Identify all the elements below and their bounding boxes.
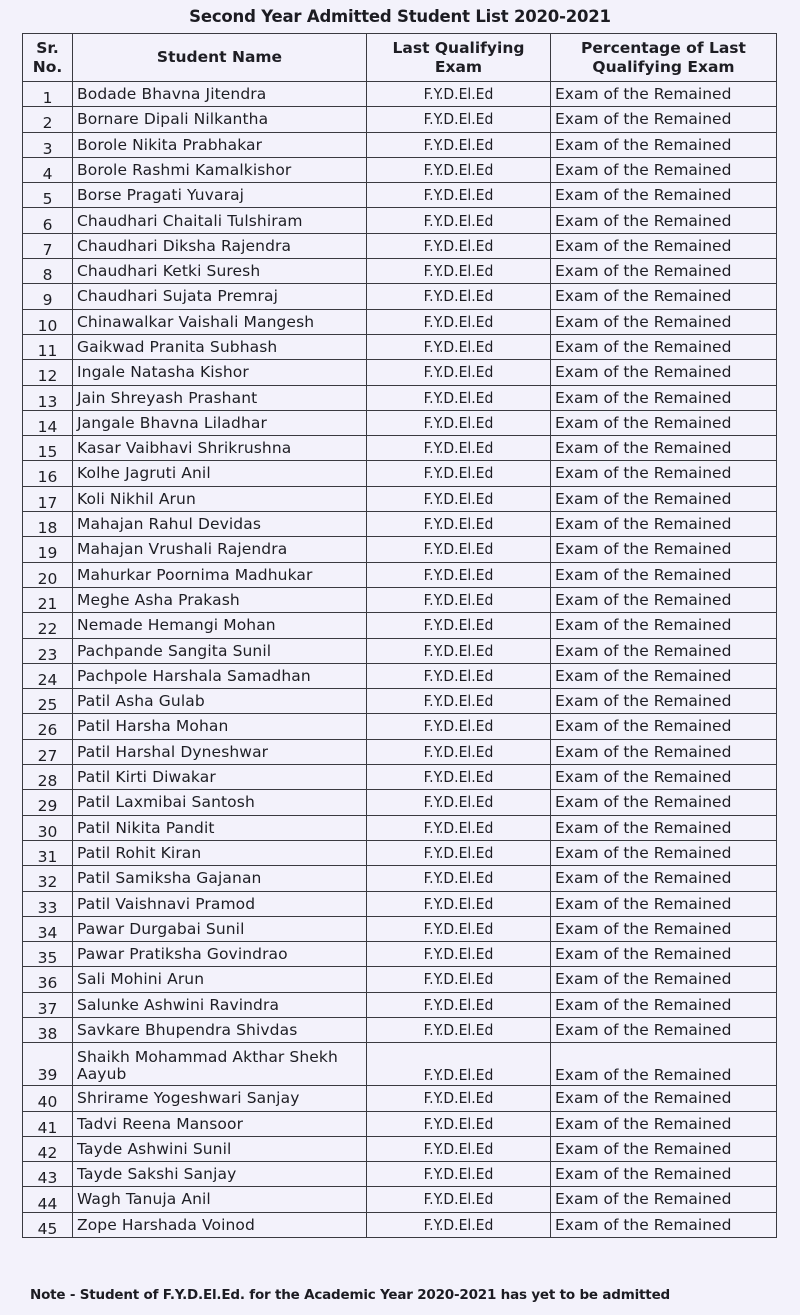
cell-sr-no: 22	[23, 613, 73, 638]
cell-student-name: Mahurkar Poornima Madhukar	[73, 562, 367, 587]
cell-student-name: Chaudhari Ketki Suresh	[73, 259, 367, 284]
cell-percentage: Exam of the Remained	[551, 840, 777, 865]
cell-sr-no: 11	[23, 334, 73, 359]
cell-percentage: Exam of the Remained	[551, 992, 777, 1017]
cell-sr-no: 13	[23, 385, 73, 410]
cell-last-qualifying-exam: F.Y.D.El.Ed	[367, 284, 551, 309]
cell-last-qualifying-exam: F.Y.D.El.Ed	[367, 461, 551, 486]
cell-sr-no: 31	[23, 840, 73, 865]
cell-student-name: Chaudhari Chaitali Tulshiram	[73, 208, 367, 233]
cell-student-name: Tayde Ashwini Sunil	[73, 1136, 367, 1161]
cell-percentage: Exam of the Remained	[551, 82, 777, 107]
cell-last-qualifying-exam: F.Y.D.El.Ed	[367, 385, 551, 410]
table-row	[23, 714, 777, 739]
cell-student-name: Nemade Hemangi Mohan	[73, 613, 367, 638]
cell-student-name: Wagh Tanuja Anil	[73, 1187, 367, 1212]
cell-last-qualifying-exam: F.Y.D.El.Ed	[367, 82, 551, 107]
cell-last-qualifying-exam: F.Y.D.El.Ed	[367, 790, 551, 815]
cell-percentage: Exam of the Remained	[551, 815, 777, 840]
cell-last-qualifying-exam: F.Y.D.El.Ed	[367, 107, 551, 132]
cell-student-name: Chaudhari Diksha Rajendra	[73, 233, 367, 258]
cell-sr-no: 18	[23, 512, 73, 537]
cell-sr-no: 36	[23, 967, 73, 992]
cell-student-name: Pawar Pratiksha Govindrao	[73, 942, 367, 967]
cell-student-name: Bornare Dipali Nilkantha	[73, 107, 367, 132]
cell-percentage: Exam of the Remained	[551, 765, 777, 790]
cell-student-name: Mahajan Rahul Devidas	[73, 512, 367, 537]
cell-sr-no: 44	[23, 1187, 73, 1212]
cell-last-qualifying-exam: F.Y.D.El.Ed	[367, 1136, 551, 1161]
cell-sr-no: 39	[23, 1043, 73, 1086]
header-last-qualifying-exam: Last Qualifying Exam	[367, 34, 551, 82]
table-row	[23, 259, 777, 284]
cell-last-qualifying-exam: F.Y.D.El.Ed	[367, 714, 551, 739]
table-row	[23, 1086, 777, 1111]
cell-percentage: Exam of the Remained	[551, 512, 777, 537]
cell-student-name: Sali Mohini Arun	[73, 967, 367, 992]
table-row	[23, 663, 777, 688]
cell-sr-no: 12	[23, 360, 73, 385]
cell-student-name: Patil Samiksha Gajanan	[73, 866, 367, 891]
cell-sr-no: 42	[23, 1136, 73, 1161]
cell-student-name: Savkare Bhupendra Shivdas	[73, 1017, 367, 1042]
cell-percentage: Exam of the Remained	[551, 1043, 777, 1086]
cell-sr-no: 10	[23, 309, 73, 334]
table-header-row	[23, 34, 777, 82]
cell-percentage: Exam of the Remained	[551, 157, 777, 182]
cell-last-qualifying-exam: F.Y.D.El.Ed	[367, 1212, 551, 1237]
cell-sr-no: 27	[23, 739, 73, 764]
cell-last-qualifying-exam: F.Y.D.El.Ed	[367, 1017, 551, 1042]
cell-last-qualifying-exam: F.Y.D.El.Ed	[367, 157, 551, 182]
table-row	[23, 891, 777, 916]
cell-percentage: Exam of the Remained	[551, 233, 777, 258]
cell-last-qualifying-exam: F.Y.D.El.Ed	[367, 739, 551, 764]
cell-last-qualifying-exam: F.Y.D.El.Ed	[367, 334, 551, 359]
cell-last-qualifying-exam: F.Y.D.El.Ed	[367, 967, 551, 992]
cell-percentage: Exam of the Remained	[551, 562, 777, 587]
cell-sr-no: 35	[23, 942, 73, 967]
cell-student-name: Patil Vaishnavi Pramod	[73, 891, 367, 916]
cell-percentage: Exam of the Remained	[551, 790, 777, 815]
cell-student-name: Borole Rashmi Kamalkishor	[73, 157, 367, 182]
cell-student-name: Tayde Sakshi Sanjay	[73, 1162, 367, 1187]
cell-sr-no: 19	[23, 537, 73, 562]
cell-sr-no: 30	[23, 815, 73, 840]
cell-last-qualifying-exam: F.Y.D.El.Ed	[367, 537, 551, 562]
cell-sr-no: 14	[23, 410, 73, 435]
cell-last-qualifying-exam: F.Y.D.El.Ed	[367, 891, 551, 916]
cell-last-qualifying-exam: F.Y.D.El.Ed	[367, 840, 551, 865]
cell-percentage: Exam of the Remained	[551, 638, 777, 663]
cell-last-qualifying-exam: F.Y.D.El.Ed	[367, 208, 551, 233]
cell-student-name: Jangale Bhavna Liladhar	[73, 410, 367, 435]
cell-sr-no: 1	[23, 82, 73, 107]
cell-sr-no: 9	[23, 284, 73, 309]
cell-student-name: Patil Asha Gulab	[73, 689, 367, 714]
cell-student-name: Borole Nikita Prabhakar	[73, 132, 367, 157]
table-row	[23, 410, 777, 435]
table-row	[23, 1136, 777, 1161]
cell-percentage: Exam of the Remained	[551, 689, 777, 714]
cell-student-name: Patil Nikita Pandit	[73, 815, 367, 840]
cell-sr-no: 7	[23, 233, 73, 258]
cell-percentage: Exam of the Remained	[551, 1162, 777, 1187]
cell-last-qualifying-exam: F.Y.D.El.Ed	[367, 486, 551, 511]
cell-last-qualifying-exam: F.Y.D.El.Ed	[367, 1187, 551, 1212]
cell-percentage: Exam of the Remained	[551, 739, 777, 764]
cell-student-name: Pachpande Sangita Sunil	[73, 638, 367, 663]
cell-sr-no: 24	[23, 663, 73, 688]
cell-percentage: Exam of the Remained	[551, 183, 777, 208]
cell-last-qualifying-exam: F.Y.D.El.Ed	[367, 942, 551, 967]
cell-sr-no: 45	[23, 1212, 73, 1237]
table-row	[23, 689, 777, 714]
cell-percentage: Exam of the Remained	[551, 309, 777, 334]
cell-sr-no: 8	[23, 259, 73, 284]
cell-sr-no: 5	[23, 183, 73, 208]
table-row	[23, 107, 777, 132]
cell-last-qualifying-exam: F.Y.D.El.Ed	[367, 815, 551, 840]
cell-last-qualifying-exam: F.Y.D.El.Ed	[367, 587, 551, 612]
cell-student-name: Salunke Ashwini Ravindra	[73, 992, 367, 1017]
table-row	[23, 790, 777, 815]
cell-percentage: Exam of the Remained	[551, 663, 777, 688]
cell-percentage: Exam of the Remained	[551, 436, 777, 461]
header-sr-no: Sr. No.	[23, 34, 73, 82]
cell-sr-no: 33	[23, 891, 73, 916]
cell-last-qualifying-exam: F.Y.D.El.Ed	[367, 183, 551, 208]
cell-sr-no: 4	[23, 157, 73, 182]
cell-percentage: Exam of the Remained	[551, 486, 777, 511]
cell-student-name: Pachpole Harshala Samadhan	[73, 663, 367, 688]
cell-last-qualifying-exam: F.Y.D.El.Ed	[367, 992, 551, 1017]
cell-sr-no: 40	[23, 1086, 73, 1111]
cell-sr-no: 29	[23, 790, 73, 815]
cell-student-name: Zope Harshada Voinod	[73, 1212, 367, 1237]
cell-sr-no: 25	[23, 689, 73, 714]
cell-student-name: Koli Nikhil Arun	[73, 486, 367, 511]
cell-percentage: Exam of the Remained	[551, 613, 777, 638]
table-row	[23, 132, 777, 157]
table-row	[23, 613, 777, 638]
cell-last-qualifying-exam: F.Y.D.El.Ed	[367, 613, 551, 638]
cell-last-qualifying-exam: F.Y.D.El.Ed	[367, 512, 551, 537]
cell-student-name: Patil Rohit Kiran	[73, 840, 367, 865]
cell-percentage: Exam of the Remained	[551, 916, 777, 941]
cell-percentage: Exam of the Remained	[551, 587, 777, 612]
footnote: Note - Student of F.Y.D.El.Ed. for the Academic Year 2020-2021 has yet to be admitted	[30, 1287, 670, 1303]
table-row	[23, 512, 777, 537]
cell-percentage: Exam of the Remained	[551, 132, 777, 157]
cell-student-name: Ingale Natasha Kishor	[73, 360, 367, 385]
cell-percentage: Exam of the Remained	[551, 360, 777, 385]
cell-student-name: Gaikwad Pranita Subhash	[73, 334, 367, 359]
cell-sr-no: 20	[23, 562, 73, 587]
cell-sr-no: 21	[23, 587, 73, 612]
header-percentage: Percentage of Last Qualifying Exam	[551, 34, 777, 82]
table-row	[23, 385, 777, 410]
cell-student-name: Bodade Bhavna Jitendra	[73, 82, 367, 107]
cell-percentage: Exam of the Remained	[551, 1212, 777, 1237]
cell-sr-no: 37	[23, 992, 73, 1017]
table-row	[23, 1187, 777, 1212]
cell-last-qualifying-exam: F.Y.D.El.Ed	[367, 233, 551, 258]
table-row	[23, 334, 777, 359]
table-row	[23, 739, 777, 764]
table-row	[23, 436, 777, 461]
cell-percentage: Exam of the Remained	[551, 334, 777, 359]
cell-last-qualifying-exam: F.Y.D.El.Ed	[367, 259, 551, 284]
cell-last-qualifying-exam: F.Y.D.El.Ed	[367, 1086, 551, 1111]
table-row	[23, 967, 777, 992]
cell-last-qualifying-exam: F.Y.D.El.Ed	[367, 866, 551, 891]
table-row	[23, 942, 777, 967]
cell-last-qualifying-exam: F.Y.D.El.Ed	[367, 132, 551, 157]
cell-student-name: Kasar Vaibhavi Shrikrushna	[73, 436, 367, 461]
cell-percentage: Exam of the Remained	[551, 259, 777, 284]
cell-student-name: Meghe Asha Prakash	[73, 587, 367, 612]
cell-student-name: Patil Laxmibai Santosh	[73, 790, 367, 815]
cell-last-qualifying-exam: F.Y.D.El.Ed	[367, 1043, 551, 1086]
table-body	[23, 82, 777, 1238]
table-row	[23, 815, 777, 840]
table-row	[23, 638, 777, 663]
cell-last-qualifying-exam: F.Y.D.El.Ed	[367, 562, 551, 587]
cell-student-name: Chaudhari Sujata Premraj	[73, 284, 367, 309]
cell-sr-no: 43	[23, 1162, 73, 1187]
table-row	[23, 537, 777, 562]
cell-sr-no: 6	[23, 208, 73, 233]
cell-student-name: Chinawalkar Vaishali Mangesh	[73, 309, 367, 334]
cell-sr-no: 3	[23, 132, 73, 157]
cell-student-name: Shrirame Yogeshwari Sanjay	[73, 1086, 367, 1111]
table-row	[23, 840, 777, 865]
cell-sr-no: 38	[23, 1017, 73, 1042]
cell-percentage: Exam of the Remained	[551, 942, 777, 967]
page-title: Second Year Admitted Student List 2020-2021	[189, 7, 611, 26]
table-row	[23, 233, 777, 258]
table-row	[23, 309, 777, 334]
cell-percentage: Exam of the Remained	[551, 1017, 777, 1042]
header-student-name: Student Name	[73, 34, 367, 82]
table-row	[23, 562, 777, 587]
cell-sr-no: 26	[23, 714, 73, 739]
table-row	[23, 1212, 777, 1237]
cell-last-qualifying-exam: F.Y.D.El.Ed	[367, 638, 551, 663]
cell-percentage: Exam of the Remained	[551, 714, 777, 739]
cell-sr-no: 41	[23, 1111, 73, 1136]
cell-sr-no: 17	[23, 486, 73, 511]
table-row	[23, 1017, 777, 1042]
cell-sr-no: 16	[23, 461, 73, 486]
cell-percentage: Exam of the Remained	[551, 537, 777, 562]
student-list-table	[22, 33, 777, 1238]
cell-student-name: Tadvi Reena Mansoor	[73, 1111, 367, 1136]
table-row	[23, 765, 777, 790]
cell-last-qualifying-exam: F.Y.D.El.Ed	[367, 1162, 551, 1187]
table-row	[23, 992, 777, 1017]
cell-student-name: Patil Kirti Diwakar	[73, 765, 367, 790]
cell-last-qualifying-exam: F.Y.D.El.Ed	[367, 309, 551, 334]
cell-last-qualifying-exam: F.Y.D.El.Ed	[367, 360, 551, 385]
cell-last-qualifying-exam: F.Y.D.El.Ed	[367, 1111, 551, 1136]
cell-sr-no: 23	[23, 638, 73, 663]
cell-sr-no: 32	[23, 866, 73, 891]
cell-percentage: Exam of the Remained	[551, 891, 777, 916]
table-row	[23, 461, 777, 486]
table-row	[23, 1162, 777, 1187]
cell-student-name: Patil Harshal Dyneshwar	[73, 739, 367, 764]
cell-sr-no: 15	[23, 436, 73, 461]
table-row	[23, 82, 777, 107]
table-row	[23, 157, 777, 182]
table-row	[23, 360, 777, 385]
table-row	[23, 208, 777, 233]
cell-sr-no: 28	[23, 765, 73, 790]
cell-percentage: Exam of the Remained	[551, 1187, 777, 1212]
cell-percentage: Exam of the Remained	[551, 866, 777, 891]
cell-percentage: Exam of the Remained	[551, 208, 777, 233]
cell-last-qualifying-exam: F.Y.D.El.Ed	[367, 916, 551, 941]
cell-percentage: Exam of the Remained	[551, 385, 777, 410]
cell-percentage: Exam of the Remained	[551, 967, 777, 992]
cell-student-name: Borse Pragati Yuvaraj	[73, 183, 367, 208]
cell-last-qualifying-exam: F.Y.D.El.Ed	[367, 689, 551, 714]
cell-student-name: Pawar Durgabai Sunil	[73, 916, 367, 941]
cell-percentage: Exam of the Remained	[551, 1086, 777, 1111]
cell-percentage: Exam of the Remained	[551, 284, 777, 309]
cell-percentage: Exam of the Remained	[551, 461, 777, 486]
cell-student-name: Shaikh Mohammad Akthar Shekh Aayub	[73, 1043, 367, 1086]
cell-last-qualifying-exam: F.Y.D.El.Ed	[367, 663, 551, 688]
cell-student-name: Mahajan Vrushali Rajendra	[73, 537, 367, 562]
table-row	[23, 1043, 777, 1086]
cell-last-qualifying-exam: F.Y.D.El.Ed	[367, 436, 551, 461]
table-row	[23, 284, 777, 309]
cell-student-name: Kolhe Jagruti Anil	[73, 461, 367, 486]
cell-percentage: Exam of the Remained	[551, 107, 777, 132]
cell-sr-no: 34	[23, 916, 73, 941]
table-row	[23, 587, 777, 612]
cell-sr-no: 2	[23, 107, 73, 132]
cell-last-qualifying-exam: F.Y.D.El.Ed	[367, 765, 551, 790]
cell-student-name: Jain Shreyash Prashant	[73, 385, 367, 410]
table-row	[23, 1111, 777, 1136]
table-row	[23, 183, 777, 208]
cell-student-name: Patil Harsha Mohan	[73, 714, 367, 739]
cell-percentage: Exam of the Remained	[551, 1111, 777, 1136]
table-row	[23, 486, 777, 511]
cell-percentage: Exam of the Remained	[551, 1136, 777, 1161]
cell-percentage: Exam of the Remained	[551, 410, 777, 435]
table-row	[23, 916, 777, 941]
table-row	[23, 866, 777, 891]
cell-last-qualifying-exam: F.Y.D.El.Ed	[367, 410, 551, 435]
